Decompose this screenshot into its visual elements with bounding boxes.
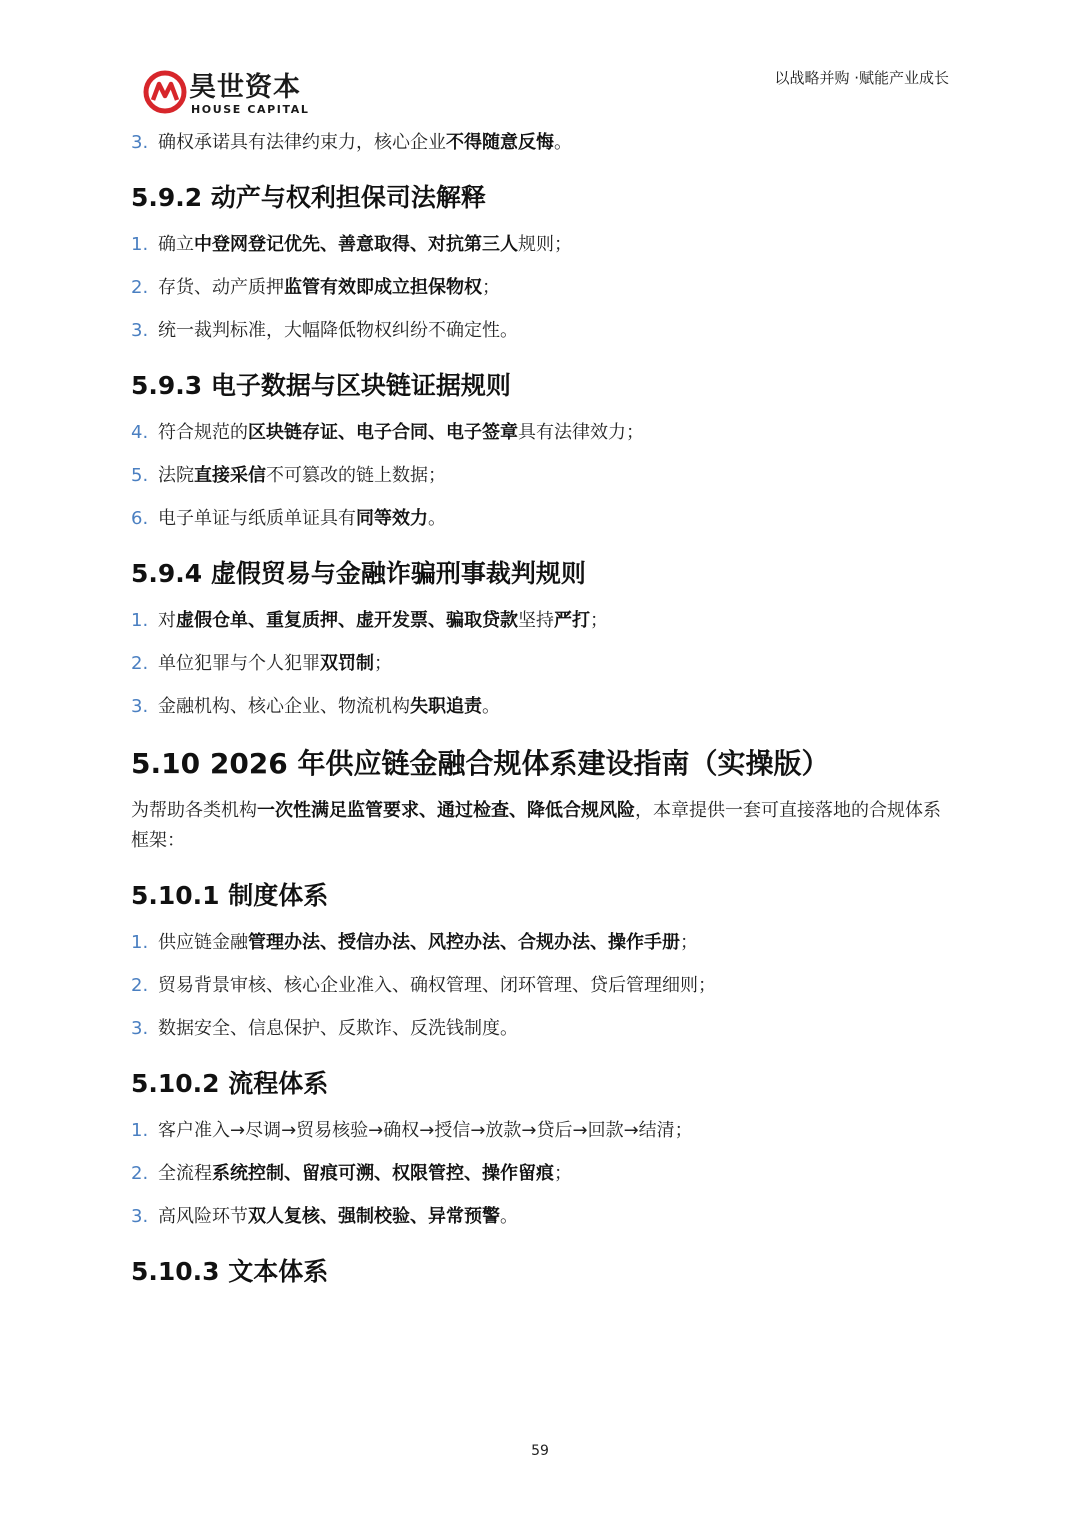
bold-text: 中登网登记优先、善意取得、对抗第三人 (194, 234, 518, 255)
list-item-number: 2. (131, 1163, 149, 1184)
bold-text: 双罚制 (320, 653, 374, 674)
list-item (131, 418, 951, 448)
text-run: 单位犯罪与个人犯罪 (158, 653, 320, 674)
text-run: 。 (500, 1206, 518, 1227)
text-run: 。 (428, 508, 446, 529)
text-run: 全流程 (158, 1163, 212, 1184)
list-item-number: 3. (131, 320, 149, 341)
list-item (131, 128, 951, 158)
bold-text: 直接采信 (194, 465, 266, 486)
bold-text: 失职追责 (410, 696, 482, 717)
list-item (131, 1116, 951, 1146)
text-run: 客户准入→尽调→贸易核验→确权→授信→放款→贷后→回款→结清； (158, 1120, 693, 1141)
list-item (131, 1014, 951, 1044)
text-run: 不可篡改的链上数据； (266, 465, 446, 486)
text-run: 数据安全、信息保护、反欺诈、反洗钱制度。 (158, 1018, 518, 1039)
text-run: ； (590, 610, 608, 631)
text-run: 具有法律效力； (518, 422, 644, 443)
list-item-number: 2. (131, 653, 149, 674)
text-run: 对 (158, 610, 176, 631)
text-run: 存货、动产质押 (158, 277, 284, 298)
bold-text: 管理办法、授信办法、风控办法、合规办法、操作手册 (248, 932, 680, 953)
list-item-number: 1. (131, 234, 149, 255)
text-run: 金融机构、核心企业、物流机构 (158, 696, 410, 717)
bold-text: 虚假仓单、重复质押、虚开发票、骗取贷款 (176, 610, 518, 631)
list-item-number: 1. (131, 1120, 149, 1141)
list-item-number: 3. (131, 1206, 149, 1227)
bold-text: 严打 (554, 610, 590, 631)
list-item-number: 2. (131, 277, 149, 298)
logo (143, 70, 313, 120)
text-run: 确权承诺具有法律约束力，核心企业 (158, 132, 446, 153)
subsection-heading: 5.10.2 流程体系 (131, 1069, 329, 1098)
list-item-number: 3. (131, 1018, 149, 1039)
text-run: 供应链金融 (158, 932, 248, 953)
text-run: ； (554, 1163, 572, 1184)
text-run: 确立 (158, 234, 194, 255)
bold-text: 双人复核、强制校验、异常预警 (248, 1206, 500, 1227)
text-run: 为帮助各类机构 (131, 800, 257, 821)
house-capital-logo-icon (143, 70, 187, 114)
list-item (131, 971, 951, 1001)
list-item (131, 461, 951, 491)
list-item (131, 316, 951, 346)
list-item-number: 2. (131, 975, 149, 996)
bold-text: 区块链存证、电子合同、电子签章 (248, 422, 518, 443)
list-item (131, 928, 951, 958)
list-item-number: 3. (131, 132, 149, 153)
text-run: 坚持 (518, 610, 554, 631)
subsection-heading: 5.9.3 电子数据与区块链证据规则 (131, 371, 511, 400)
subsection-heading: 5.9.2 动产与权利担保司法解释 (131, 183, 486, 212)
subsection-heading: 5.10.3 文本体系 (131, 1257, 329, 1286)
text-run: 符合规范的 (158, 422, 248, 443)
list-item-number: 4. (131, 422, 149, 443)
section-heading: 5.10 2026 年供应链金融合规体系建设指南（实操版） (131, 747, 830, 780)
list-item-number: 1. (131, 932, 149, 953)
bold-text: 同等效力 (356, 508, 428, 529)
text-run: 。 (554, 132, 572, 153)
list-item (131, 692, 951, 722)
paragraph (131, 796, 951, 856)
list-item (131, 606, 951, 636)
brand-name-cn: 昊世资本 (189, 72, 301, 103)
text-run: 贸易背景审核、核心企业准入、确权管理、闭环管理、贷后管理细则； (158, 975, 716, 996)
subsection-heading: 5.10.1 制度体系 (131, 881, 329, 910)
text-run: 法院 (158, 465, 194, 486)
bold-text: 一次性满足监管要求、通过检查、降低合规风险 (257, 800, 635, 821)
bold-text: 系统控制、留痕可溯、权限管控、操作留痕 (212, 1163, 554, 1184)
list-item-number: 1. (131, 610, 149, 631)
list-item-number: 6. (131, 508, 149, 529)
list-item-number: 3. (131, 696, 149, 717)
text-run: 高风险环节 (158, 1206, 248, 1227)
list-item (131, 1159, 951, 1189)
header-tagline: 以战略并购 ·赋能产业成长 (774, 69, 949, 87)
text-run: 规则； (518, 234, 572, 255)
brand-name-en: HOUSE CAPITAL (191, 103, 310, 116)
text-run: ，本章提供一套可直接落地的合规体系框架： (131, 800, 941, 851)
list-item (131, 504, 951, 534)
text-run: ； (482, 277, 500, 298)
text-run: 。 (482, 696, 500, 717)
text-run: 电子单证与纸质单证具有 (158, 508, 356, 529)
list-item (131, 230, 951, 260)
page-number: 59 (531, 1443, 549, 1459)
subsection-heading: 5.9.4 虚假贸易与金融诈骗刑事裁判规则 (131, 559, 586, 588)
list-item (131, 273, 951, 303)
text-run: ； (680, 932, 698, 953)
bold-text: 监管有效即成立担保物权 (284, 277, 482, 298)
document-body (131, 128, 951, 1304)
list-item (131, 649, 951, 679)
list-item-number: 5. (131, 465, 149, 486)
bold-text: 不得随意反悔 (446, 132, 554, 153)
text-run: ； (374, 653, 392, 674)
list-item (131, 1202, 951, 1232)
text-run: 统一裁判标准，大幅降低物权纠纷不确定性。 (158, 320, 518, 341)
